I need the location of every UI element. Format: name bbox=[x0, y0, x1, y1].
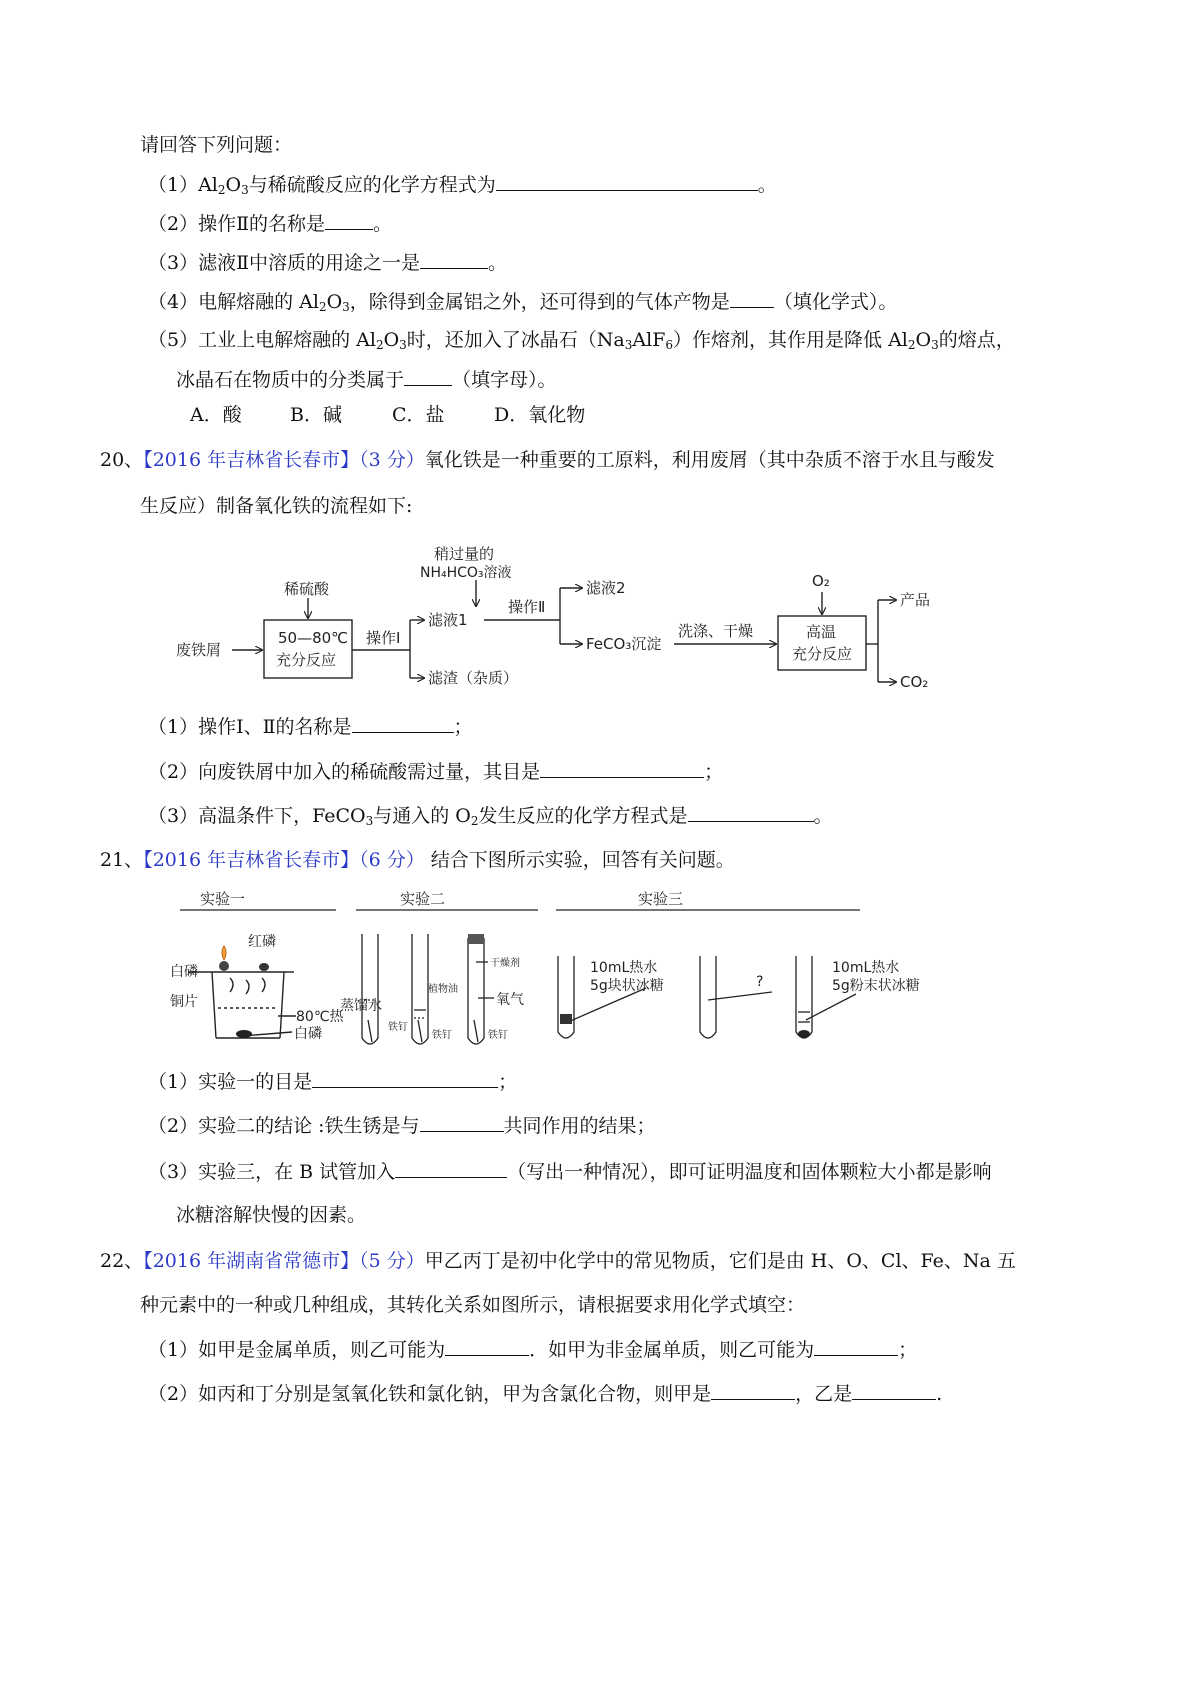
exp3-tube3-line1: 10mL热水 bbox=[832, 960, 900, 976]
q19-sub4-blank[interactable] bbox=[730, 288, 774, 308]
flow-co2: CO₂ bbox=[900, 673, 929, 691]
label-oil: 植物油 bbox=[428, 984, 458, 995]
flow-acid: 稀硫酸 bbox=[284, 580, 330, 598]
q22-sub2-blank-a[interactable] bbox=[711, 1380, 795, 1400]
q20-number: 20、 bbox=[100, 449, 144, 471]
q20-sub1: （1）操作Ⅰ、Ⅱ的名称是 ； bbox=[148, 713, 473, 740]
q21-stem: 21、【2016 年吉林省长春市】（6 分） 结合下图所示实验，回答有关问题。 bbox=[100, 849, 735, 871]
q20-sub3-blank[interactable] bbox=[688, 802, 814, 822]
label-nail-3: 铁钉 bbox=[488, 1030, 508, 1041]
q20-sub2: （2）向废铁屑中加入的稀硫酸需过量，其目是 ； bbox=[148, 758, 723, 785]
flow-o2: O₂ bbox=[812, 572, 830, 590]
flow-filtrate1: 滤液1 bbox=[428, 611, 468, 629]
q21-sub3-blank[interactable] bbox=[395, 1158, 507, 1178]
q19-intro: 请回答下列问题： bbox=[140, 134, 293, 156]
flow-box2-temp: 高温 bbox=[806, 623, 837, 641]
flow-box2-text: 充分反应 bbox=[792, 645, 853, 663]
q21-sub1-blank[interactable] bbox=[312, 1068, 498, 1088]
exp1-title: 实验一 bbox=[200, 890, 246, 908]
flow-product: 产品 bbox=[900, 591, 931, 609]
label-nail-1: 铁钉 bbox=[388, 1022, 408, 1033]
q19-sub1: $(1)Al_2O_3$与稀硫酸反应的化学方程式为 。 bbox=[148, 171, 777, 198]
q21-source: 【2016 年吉林省长春市】（6 分） bbox=[143, 849, 425, 871]
flow-reagent-line1: 稍过量的 bbox=[434, 545, 495, 563]
q21-sub1: （1）实验一的目是 ； bbox=[148, 1068, 517, 1095]
exp3-question: ? bbox=[756, 974, 764, 990]
q22-stem: 22、【2016 年湖南省常德市】（5 分）甲乙丙丁是初中化学中的常见物质，它们是由 H、O、Cl、Fe、Na 五 bbox=[100, 1250, 1016, 1272]
q21-sub2: （2）实验二的结论 :铁生锈是与 共同作用的结果； bbox=[148, 1112, 656, 1139]
red-phosphorus bbox=[259, 963, 269, 971]
q19-option-b[interactable]: B．碱 bbox=[290, 404, 342, 426]
q20-stem-line2: 生反应）制备氧化铁的流程如下: bbox=[140, 495, 413, 517]
label-white-p: 白磷 bbox=[170, 964, 198, 980]
flow-wash: 洗涤、干燥 bbox=[678, 622, 754, 640]
q20-sub1-blank[interactable] bbox=[352, 713, 454, 733]
beaker-icon bbox=[188, 972, 296, 1038]
label-white-p2: 白磷 bbox=[294, 1026, 322, 1042]
label-hot-water: 80℃热 bbox=[296, 1009, 344, 1025]
exp3-tube3-line2: 5g粉末状冰糖 bbox=[832, 978, 920, 994]
exp3-title: 实验三 bbox=[638, 890, 684, 908]
q19-sub5: （5）工业上电解熔融的 $Al_2O_3$时，还加入了冰晶石$(Na_3AlF_6)$作熔剂，其作用是降低 $Al_2O_3$的熔点， bbox=[148, 329, 1015, 352]
q20-sub2-blank[interactable] bbox=[540, 758, 704, 778]
exp3-tube1-line1: 10mL热水 bbox=[590, 960, 658, 976]
q19-sub5-blank[interactable] bbox=[404, 366, 452, 386]
flow-filtrate2: 滤液2 bbox=[586, 579, 626, 597]
white-phosphorus-underwater bbox=[236, 1030, 252, 1038]
q21-sub3-line2: 冰糖溶解快慢的因素。 bbox=[176, 1204, 367, 1226]
q21-number: 21、 bbox=[100, 849, 144, 871]
label-red-p: 红磷 bbox=[248, 934, 276, 950]
q21-sub3: （3）实验三，在 B 试管加入 （写出一种情况），即可证明温度和固体颗粒大小都是影响 bbox=[148, 1158, 992, 1185]
q19-sub3: （3）滤液Ⅱ中溶质的用途之一是 。 bbox=[148, 249, 507, 276]
q19-sub3-blank[interactable] bbox=[420, 249, 488, 269]
q22-sub2-blank-b[interactable] bbox=[852, 1380, 936, 1400]
q19-option-a[interactable]: A．酸 bbox=[190, 404, 242, 426]
q19-option-c[interactable]: C．盐 bbox=[392, 404, 445, 426]
q19-sub1-blank[interactable] bbox=[496, 171, 758, 191]
sugar-powder bbox=[798, 1030, 810, 1038]
label-nail-2: 铁钉 bbox=[432, 1030, 452, 1041]
exp2-title: 实验二 bbox=[400, 890, 446, 908]
q22-source: 【2016 年湖南省常德市】（5 分） bbox=[143, 1250, 425, 1272]
label-oxygen: 氧气 bbox=[496, 992, 524, 1008]
q21-figure bbox=[160, 880, 920, 1060]
q21-sub2-blank[interactable] bbox=[420, 1112, 504, 1132]
sugar-lump bbox=[560, 1014, 572, 1024]
q20-flowchart bbox=[170, 540, 970, 700]
q22-sub1-blank-a[interactable] bbox=[445, 1336, 529, 1356]
q20-sub3: （3）高温条件下，FeCO$_3$与通入的 $O_2$发生反应的化学方程式是 。 bbox=[148, 802, 833, 829]
q22-stem-line2: 种元素中的一种或几种组成，其转化关系如图所示，请根据要求用化学式填空： bbox=[140, 1294, 806, 1316]
q19-sub2-blank[interactable] bbox=[325, 210, 373, 230]
label-distilled: 蒸馏水 bbox=[340, 998, 382, 1014]
q22-sub1-blank-b[interactable] bbox=[814, 1336, 898, 1356]
flow-op1: 操作Ⅰ bbox=[366, 629, 401, 647]
flow-feed: 废铁屑 bbox=[176, 641, 222, 659]
label-drying: 干燥剂 bbox=[490, 958, 520, 969]
white-phosphorus-plate bbox=[219, 961, 229, 971]
flow-precipitate: FeCO₃沉淀 bbox=[586, 635, 662, 653]
q22-sub1: （1）如甲是金属单质，则乙可能为 ．如甲为非金属单质，则乙可能为 ； bbox=[148, 1336, 917, 1363]
flow-op2: 操作Ⅱ bbox=[508, 598, 546, 616]
flow-residue: 滤渣（杂质） bbox=[428, 669, 519, 687]
q20-source: 【2016 年吉林省长春市】（3 分） bbox=[143, 449, 425, 471]
exp3-tube1-line2: 5g块状冰糖 bbox=[590, 978, 664, 994]
label-copper: 铜片 bbox=[170, 994, 198, 1010]
flow-box1-text: 充分反应 bbox=[276, 651, 337, 669]
q19-sub2: （2）操作Ⅱ的名称是 。 bbox=[148, 210, 392, 237]
flow-box1-temp: 50—80℃ bbox=[278, 629, 349, 647]
q19-option-d[interactable]: D．氧化物 bbox=[494, 404, 586, 426]
flow-reagent-line2: NH₄HCO₃溶液 bbox=[420, 565, 512, 581]
q19-sub5-line2: 冰晶石在物质中的分类属于 （填字母）。 bbox=[176, 366, 557, 393]
q22-sub2: （2）如丙和丁分别是氢氧化铁和氯化钠，甲为含氯化合物，则甲是 ，乙是 . bbox=[148, 1380, 942, 1407]
q19-sub4: （4）电解熔融的 $Al_2O_3$，除得到金属铝之外，还可得到的气体产物是 （填化学式）。 bbox=[148, 288, 897, 315]
flame-icon bbox=[222, 946, 226, 960]
q22-number: 22、 bbox=[100, 1250, 144, 1272]
drying-agent bbox=[468, 934, 484, 944]
q20-stem: 20、【2016 年吉林省长春市】（3 分）氧化铁是一种重要的工原料，利用废屑（其中杂质不溶于水且与酸发 bbox=[100, 449, 995, 471]
